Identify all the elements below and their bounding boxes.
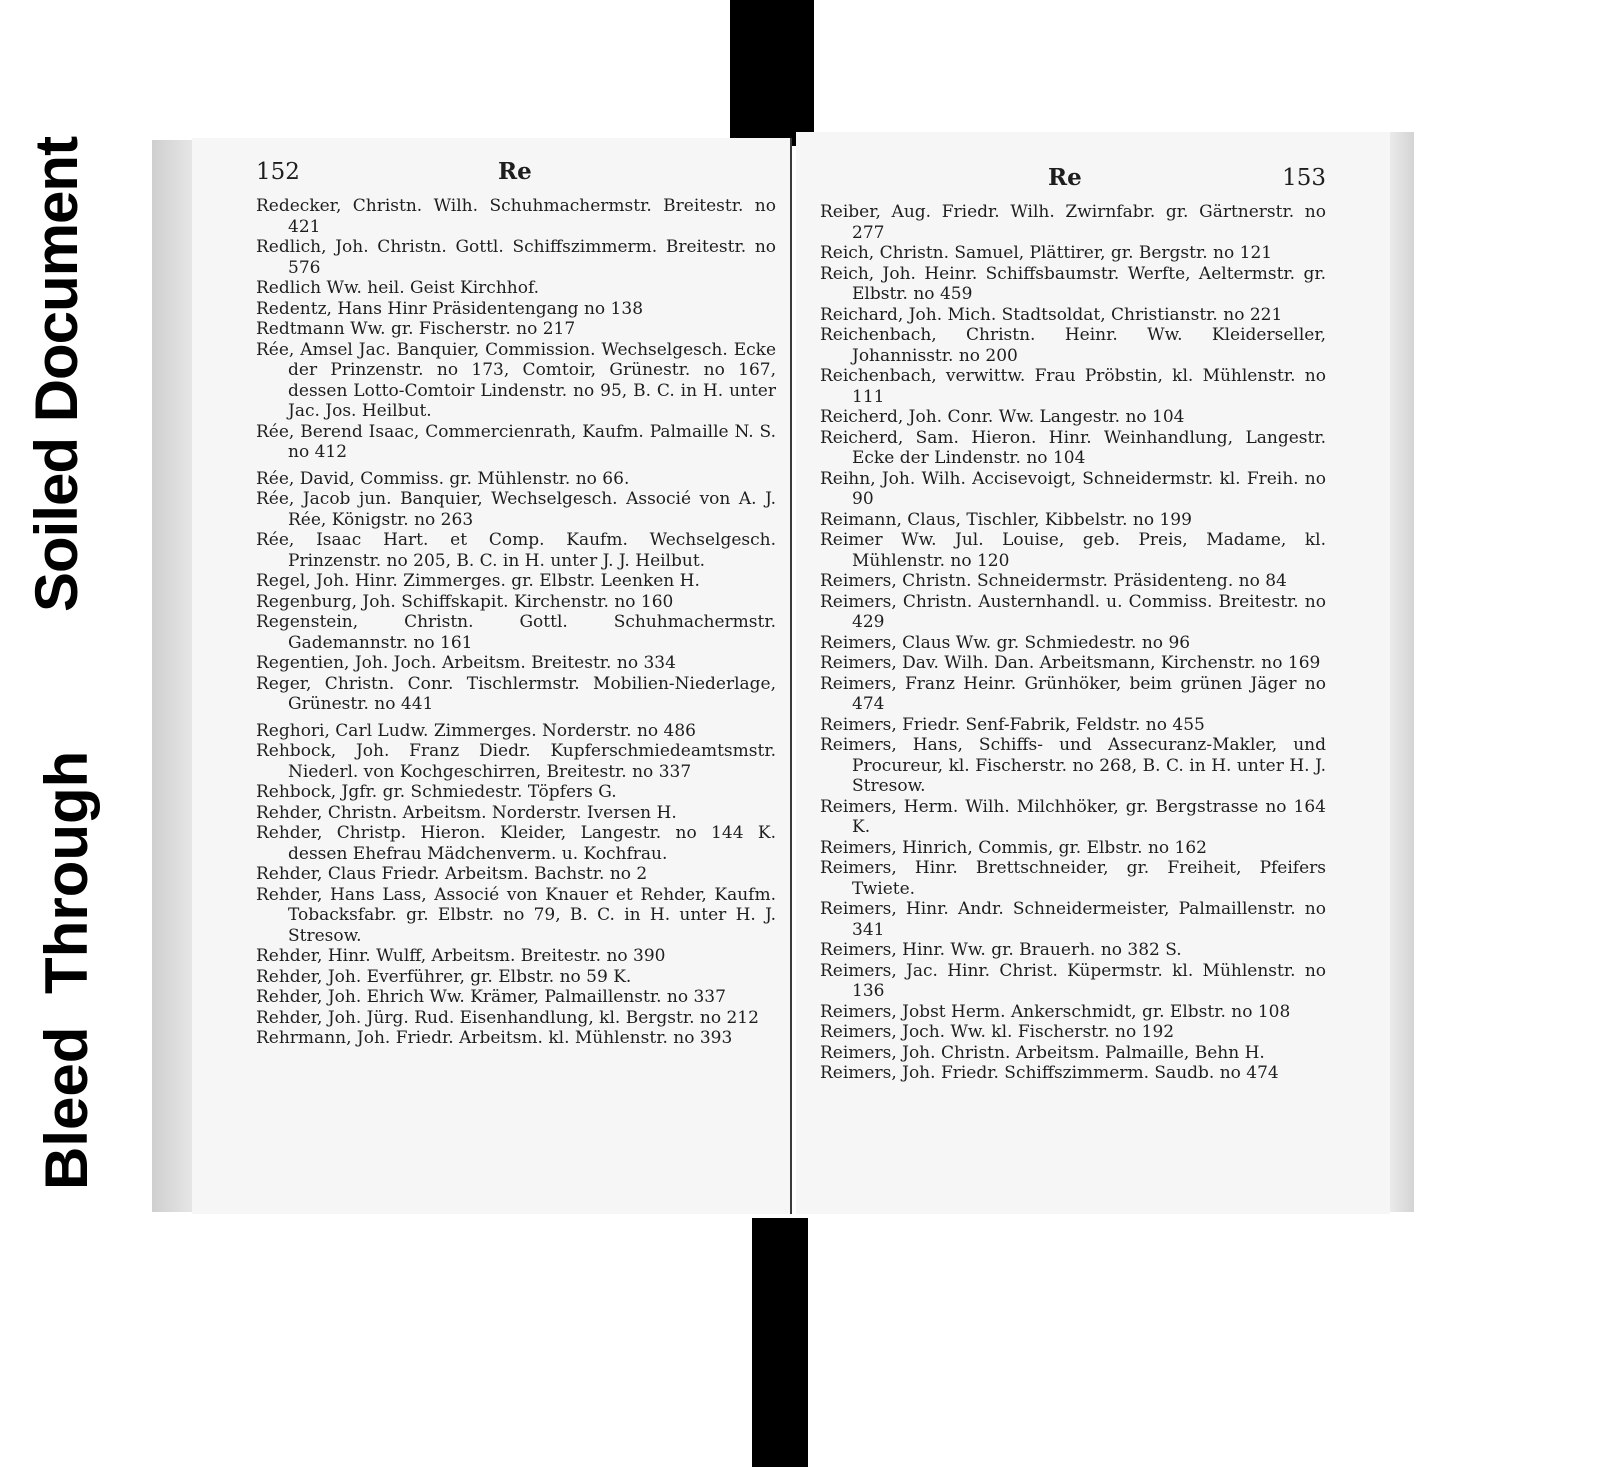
directory-entry: Reimers, Friedr. Senf-Fabrik, Feldstr. no 455	[820, 714, 1205, 735]
directory-entry: Rehder, Hans Lass, Associé von Knauer et Rehder, Kaufm. Tobacksfabr. gr. Elbstr. no 79, B. C. in H. unter H. J. Stresow.	[256, 884, 776, 946]
directory-entry: Regenstein, Christn. Gottl. Schuhmachermstr. Gademannstr. no 161	[256, 612, 776, 653]
right-page-running-head: Re	[1048, 164, 1082, 191]
left-page-running-head: Re	[498, 158, 532, 185]
directory-entry: Reimers, Hinrich, Commis, gr. Elbstr. no 162	[820, 837, 1207, 858]
binding-strip-top	[730, 0, 814, 146]
directory-entry: Redecker, Christn. Wilh. Schuhmachermstr. Breitestr. no 421	[256, 196, 776, 237]
left-page-edge	[152, 140, 196, 1212]
directory-entry: Reimers, Hinr. Ww. gr. Brauerh. no 382 S.	[820, 940, 1182, 960]
directory-entry: Rehder, Christp. Hieron. Kleider, Langestr. no 144 K. dessen Ehefrau Mädchenverm. u. Kochfrau.	[256, 823, 776, 864]
directory-entry: Rehder, Joh. Jürg. Rud. Eisenhandlung, kl. Bergstr. no 212	[256, 1007, 759, 1028]
directory-entry: Reimers, Joch. Ww. kl. Fischerstr. no 192	[820, 1022, 1175, 1042]
directory-entry: Rehbock, Joh. Franz Diedr. Kupferschmiedeamtsmstr. Niederl. von Kochgeschirren, Breitestr. no 337	[256, 741, 776, 782]
directory-entry: Reichard, Joh. Mich. Stadtsoldat, Christianstr. no 221	[820, 304, 1283, 325]
directory-entry: Rehbock, Jgfr. gr. Schmiedestr. Töpfers G.	[256, 782, 617, 802]
directory-entry: Rée, Berend Isaac, Commercienrath, Kaufm. Palmaille N. S. no 412	[256, 421, 776, 462]
directory-entry: Reimers, Jac. Hinr. Christ. Küpermstr. kl. Mühlenstr. no 136	[820, 960, 1326, 1001]
directory-entry: Rée, Jacob jun. Banquier, Wechselgesch. Associé von A. J. Rée, Königstr. no 263	[256, 489, 776, 530]
directory-entry: Redtmann Ww. gr. Fischerstr. no 217	[256, 319, 576, 339]
directory-entry: Reichenbach, Christn. Heinr. Ww. Kleiderseller, Johannisstr. no 200	[820, 325, 1326, 366]
directory-entry: Reimers, Dav. Wilh. Dan. Arbeitsmann, Kirchenstr. no 169	[820, 653, 1321, 673]
left-page	[192, 138, 792, 1214]
directory-entry: Reihn, Joh. Wilh. Accisevoigt, Schneidermstr. kl. Freih. no 90	[820, 468, 1326, 509]
right-page	[796, 132, 1390, 1214]
directory-entry: Rehrmann, Joh. Friedr. Arbeitsm. kl. Mühlenstr. no 393	[256, 1028, 733, 1048]
directory-entry: Reimers, Christn. Austernhandl. u. Commiss. Breitestr. no 429	[820, 591, 1326, 632]
directory-entry: Redlich, Joh. Christn. Gottl. Schiffszimmerm. Breitestr. no 576	[256, 237, 776, 278]
directory-entry: Reichenbach, verwittw. Frau Pröbstin, kl. Mühlenstr. no 111	[820, 366, 1326, 407]
directory-entry: Reimers, Jobst Herm. Ankerschmidt, gr. Elbstr. no 108	[820, 1001, 1291, 1022]
directory-entry: Rehder, Christn. Arbeitsm. Norderstr. Iversen H.	[256, 802, 677, 823]
directory-entry: Rehder, Hinr. Wulff, Arbeitsm. Breitestr. no 390	[256, 946, 666, 966]
right-page-header	[820, 164, 1326, 202]
right-page-edge	[1388, 132, 1414, 1212]
binding-strip-bottom	[752, 1218, 808, 1467]
directory-entry: Reimers, Joh. Christn. Arbeitsm. Palmaille, Behn H.	[820, 1042, 1265, 1063]
directory-entry: Reger, Christn. Conr. Tischlermstr. Mobilien-Niederlage, Grünestr. no 441	[256, 673, 776, 714]
directory-entry: Reimer Ww. Jul. Louise, geb. Preis, Madame, kl. Mühlenstr. no 120	[820, 530, 1326, 571]
directory-entry: Reimers, Hinr. Andr. Schneidermeister, Palmaillenstr. no 341	[820, 899, 1326, 940]
directory-entry: Reimers, Franz Heinr. Grünhöker, beim grünen Jäger no 474	[820, 673, 1326, 714]
directory-entry: Regenburg, Joh. Schiffskapit. Kirchenstr. no 160	[256, 591, 674, 612]
directory-entry: Reicherd, Sam. Hieron. Hinr. Weinhandlung, Langestr. Ecke der Lindenstr. no 104	[820, 427, 1326, 468]
directory-entry: Rehder, Claus Friedr. Arbeitsm. Bachstr. no 2	[256, 864, 648, 884]
directory-entry: Reimers, Hinr. Brettschneider, gr. Freiheit, Pfeifers Twiete.	[820, 858, 1326, 899]
directory-entry: Rehder, Joh. Everführer, gr. Elbstr. no 59 K.	[256, 966, 632, 987]
right-page-number: 153	[1282, 165, 1326, 191]
directory-entry: Rée, Amsel Jac. Banquier, Commission. Wechselgesch. Ecke der Prinzenstr. no 173, Comtoir, Grünestr. no 167, dessen Lotto-Comtoir Lindenstr. no 95, B. C. in H. unter Jac. Jos. Heilbut.	[256, 339, 776, 421]
directory-entry: Rehder, Joh. Ehrich Ww. Krämer, Palmaillenstr. no 337	[256, 987, 726, 1007]
directory-entry: Reimers, Herm. Wilh. Milchhöker, gr. Bergstrasse no 164 K.	[820, 796, 1326, 837]
directory-entry: Redlich Ww. heil. Geist Kirchhof.	[256, 278, 540, 298]
directory-entry: Rée, David, Commiss. gr. Mühlenstr. no 66.	[256, 468, 630, 489]
directory-entry: Reimann, Claus, Tischler, Kibbelstr. no 199	[820, 509, 1192, 530]
left-page-header	[256, 158, 776, 196]
directory-entry: Regentien, Joh. Joch. Arbeitsm. Breitestr. no 334	[256, 653, 676, 673]
directory-entry: Reich, Christn. Samuel, Plättirer, gr. Bergstr. no 121	[820, 243, 1273, 263]
left-entry-list	[256, 196, 776, 1049]
bleed-through-label: Bleed Through	[33, 750, 100, 1190]
right-entry-list	[820, 202, 1326, 1084]
directory-entry: Reghori, Carl Ludw. Zimmerges. Norderstr. no 486	[256, 720, 696, 741]
directory-entry: Reich, Joh. Heinr. Schiffsbaumstr. Werfte, Aeltermstr. gr. Elbstr. no 459	[820, 263, 1326, 304]
directory-entry: Reimers, Christn. Schneidermstr. Präsidenteng. no 84	[820, 571, 1287, 591]
directory-entry: Regel, Joh. Hinr. Zimmerges. gr. Elbstr. Leenken H.	[256, 571, 700, 591]
directory-entry: Rée, Isaac Hart. et Comp. Kaufm. Wechselgesch. Prinzenstr. no 205, B. C. in H. unter J. J. Heilbut.	[256, 530, 776, 571]
left-page-number: 152	[256, 159, 300, 185]
directory-entry: Reimers, Claus Ww. gr. Schmiedestr. no 96	[820, 632, 1191, 653]
soiled-document-label: Soiled Document	[23, 136, 90, 612]
directory-entry: Reiber, Aug. Friedr. Wilh. Zwirnfabr. gr. Gärtnerstr. no 277	[820, 202, 1326, 243]
directory-entry: Reimers, Joh. Friedr. Schiffszimmerm. Saudb. no 474	[820, 1063, 1279, 1083]
directory-entry: Reicherd, Joh. Conr. Ww. Langestr. no 104	[820, 407, 1185, 427]
directory-entry: Redentz, Hans Hinr Präsidentengang no 138	[256, 298, 644, 319]
directory-entry: Reimers, Hans, Schiffs- und Assecuranz-Makler, und Procureur, kl. Fischerstr. no 268, B. C. in H. unter H. J. Stresow.	[820, 735, 1326, 796]
